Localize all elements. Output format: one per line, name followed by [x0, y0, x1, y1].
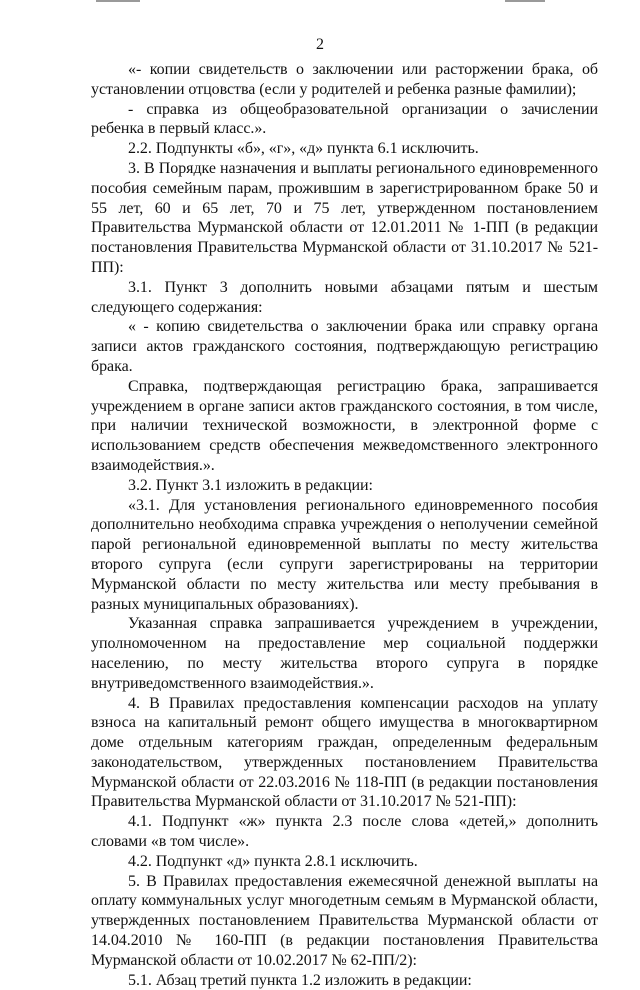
- paragraph: 4.2. Подпункт «д» пункта 2.8.1 исключить.: [128, 852, 418, 870]
- paragraph: 2.2. Подпункты «б», «г», «д» пункта 6.1 исключить.: [128, 140, 479, 158]
- paragraph: 5.1. Абзац третий пункта 1.2 изложить в редакции:: [128, 971, 472, 989]
- paragraph: 4.1. Подпункт «ж» пункта 2.3 после слова «детей,» дополнить словами «в том числе».: [91, 813, 598, 851]
- scan-edge-mark: [505, 0, 545, 2]
- paragraph: 4. В Правилах предоставления компенсации расходов на уплату взноса на капитальный ремонт общего имущества в многоквартирном доме отдельным категориям граждан, определенным федеральным законодательством, утвержденных постановлением Правительства Мурманской области от 22.03.2016 № 118-ПП (в редакции постановления Правительства Мурманской области от 31.10.2017 № 521-ПП):: [91, 694, 598, 811]
- paragraph: Справка, подтверждающая регистрацию брака, запрашивается учреждением в органе записи актов гражданского состояния, в том числе, при наличии технической возможности, в электронной форме с использованием средств обеспечения межведомственного электронного взаимодействия.».: [91, 377, 598, 474]
- paragraph: 3.2. Пункт 3.1 изложить в редакции:: [128, 476, 373, 494]
- paragraph: « - копию свидетельства о заключении брака или справку органа записи актов гражданского состояния, подтверждающую регистрацию брака.: [91, 318, 598, 375]
- paragraph: «- копии свидетельств о заключении или расторжении брака, об установлении отцовства (если у родителей и ребенка разные фамилии);: [91, 61, 598, 98]
- paragraph: 3. В Порядке назначения и выплаты регионального единовременного пособия семейным парам, прожившим в зарегистрированном браке 50 и 55 лет, 60 и 65 лет, 70 и 75 лет, утвержденном постановлением Правительства Мурманской области от 12.01.2011 № 1-ПП (в редакции постановления Правительства Мурманской области от 31.10.2017 № 521-ПП):: [91, 159, 598, 276]
- paragraph: 3.1. Пункт 3 дополнить новыми абзацами пятым и шестым следующего содержания:: [91, 278, 598, 316]
- scan-edge-mark: [96, 0, 140, 2]
- paragraph: 5. В Правилах предоставления ежемесячной денежной выплаты на оплату коммунальных услуг многодетным семьям в Мурманской области, утвержденных постановлением Правительства Мурманской области от 14.04.2010 № 160-ПП (в редакции постановления Правительства Мурманской области от 10.02.2017 № 62-ПП/2):: [91, 872, 598, 969]
- document-body: [91, 60, 598, 990]
- paragraph: «3.1. Для установления регионального единовременного пособия дополнительно необходима справка учреждения о неполучении семейной парой региональной единовременной выплаты по месту жительства второго супруга (если супруги зарегистрированы на территории Мурманской области по месту жительства или месту пребывания в разных муниципальных образованиях).: [91, 496, 598, 613]
- paragraph: - справка из общеобразовательной организации о зачислении ребенка в первый класс.».: [91, 100, 598, 138]
- paragraph: Указанная справка запрашивается учреждением в учреждении, уполномоченном на предоставление мер социальной поддержки населению, по месту жительства второго супруга в порядке внутриведомственного взаимодействия.».: [91, 615, 598, 692]
- page-number: 2: [316, 36, 324, 53]
